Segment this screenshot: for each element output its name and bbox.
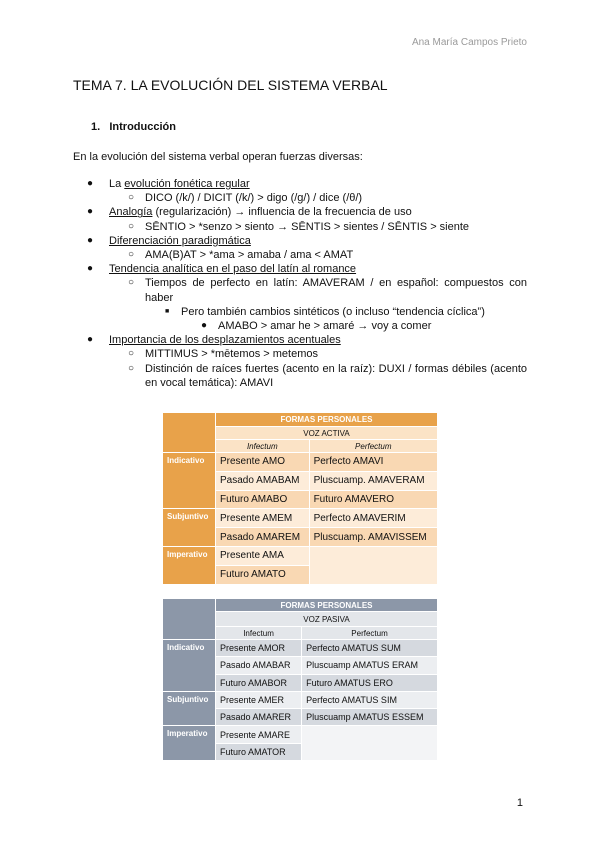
list-item: ● Importancia de los desplazamientos acentuales [87, 334, 341, 347]
table-cell: Presente AMARE [216, 726, 302, 743]
list-item: ○ MITTIMUS > *mētemos > metemos [128, 348, 318, 361]
table-cell: Perfecto AMAVERIM [309, 509, 437, 528]
table-row [163, 453, 438, 472]
list-item: ● La evolución fonética regular [87, 178, 250, 190]
table-cell: Presente AMER [216, 691, 302, 708]
list-item: ○ SĒNTIO > *senzo > siento → SĒNTIS > sientes / SĒNTIS > siente [128, 220, 470, 233]
list-item: ○ DICO (/k/) / DICIT (/k/) > digo (/g/) / dice (/θ/) [128, 192, 363, 205]
voice-label: VOZ PASIVA [216, 612, 438, 627]
table-cell: Presente AMEM [216, 509, 310, 528]
bullet-icon: ■ [165, 307, 170, 315]
table-cell: Perfecto AMATUS SIM [302, 691, 438, 708]
page-number: 1 [516, 797, 523, 809]
table-cell: Pluscuamp. AMAVISSEM [309, 528, 437, 547]
table-cell: Futuro AMATUS ERO [302, 674, 438, 691]
table-cell: Presente AMA [216, 546, 310, 565]
section-heading [91, 121, 176, 133]
table-cell: Futuro AMATOR [216, 743, 302, 760]
bullet-icon: ● [87, 234, 94, 246]
table-row [163, 691, 438, 708]
page-title: TEMA 7. LA EVOLUCIÓN DEL SISTEMA VERBAL [73, 77, 388, 93]
table-row [163, 726, 438, 743]
section-number: 1. [91, 121, 101, 133]
mood-label: Subjuntivo [163, 509, 216, 547]
bullet-icon: ● [201, 320, 208, 332]
table-row [163, 640, 438, 657]
bullet-icon: ○ [128, 277, 135, 289]
list-item: ■ Pero también cambios sintéticos (o incluso “tendencia cíclica”) [165, 305, 485, 318]
bullet-icon: ● [87, 206, 94, 218]
mood-label: Subjuntivo [163, 691, 216, 726]
table-cell: Pasado AMARER [216, 709, 302, 726]
section-title: Introducción [109, 121, 176, 133]
table-cell: Perfecto AMATUS SUM [302, 640, 438, 657]
mood-label: Indicativo [163, 640, 216, 692]
table-cell: Pluscuamp AMATUS ERAM [302, 657, 438, 674]
bullet-icon: ● [87, 178, 94, 189]
table-row [163, 509, 438, 528]
table-cell: Pasado AMAREM [216, 528, 310, 547]
table-cell: Futuro AMABOR [216, 674, 302, 691]
mood-label: Imperativo [163, 546, 216, 584]
mood-label: Indicativo [163, 453, 216, 509]
column-header: Infectum [216, 440, 310, 453]
table-cell: Futuro AMAVERO [309, 490, 437, 509]
bullet-icon: ○ [128, 362, 135, 374]
list-item: ○ Distinción de raíces fuertes (acento en la raíz): DUXI / formas débiles (acento en vocal temática): AMAVI [128, 362, 527, 389]
intro-paragraph: En la evolución del sistema verbal operan fuerzas diversas: [73, 151, 363, 163]
table-cell: Futuro AMATO [216, 565, 310, 584]
table-cell: Pluscuamp. AMAVERAM [309, 471, 437, 490]
list-item: ● Tendencia analítica en el paso del latín al romance [87, 263, 357, 276]
table-title: FORMAS PERSONALES [216, 413, 438, 427]
table-cell: Presente AMO [216, 453, 310, 472]
list-item: ○ Tiempos de perfecto en latín: AMAVERAM / en español: compuestos con haber [128, 277, 527, 304]
list-item: ● Analogía (regularización) → influencia de la frecuencia de uso [87, 206, 412, 219]
table-cell: Pasado AMABAR [216, 657, 302, 674]
outline-list [73, 177, 527, 390]
list-item: ○ AMA(B)AT > *ama > amaba / ama < AMAT [128, 249, 354, 262]
bullet-icon: ○ [128, 249, 135, 261]
bullet-icon: ○ [128, 348, 135, 360]
table-cell: Presente AMOR [216, 640, 302, 657]
column-header: Infectum [216, 627, 302, 640]
bullet-icon: ○ [128, 220, 135, 232]
mood-label: Imperativo [163, 726, 216, 761]
bullet-icon: ● [87, 263, 94, 275]
voice-label: VOZ ACTIVA [216, 427, 438, 440]
active-voice-table [162, 412, 438, 585]
table-cell: Pasado AMABAM [216, 471, 310, 490]
author-name: Ana María Campos Prieto [411, 37, 527, 48]
table-cell: Pluscuamp AMATUS ESSEM [302, 709, 438, 726]
table-cell: Futuro AMABO [216, 490, 310, 509]
column-header: Perfectum [309, 440, 437, 453]
table-header-row [163, 413, 438, 427]
table-header-row [163, 599, 438, 612]
list-item: ● AMABO > amar he > amaré → voy a comer [201, 320, 432, 333]
table-title: FORMAS PERSONALES [216, 599, 438, 612]
table-cell: Perfecto AMAVI [309, 453, 437, 472]
table-row [163, 546, 438, 565]
bullet-icon: ○ [128, 192, 135, 204]
bullet-icon: ● [87, 334, 94, 346]
passive-voice-table [162, 598, 438, 761]
column-header: Perfectum [302, 627, 438, 640]
list-item: ● Diferenciación paradigmática [87, 234, 251, 247]
